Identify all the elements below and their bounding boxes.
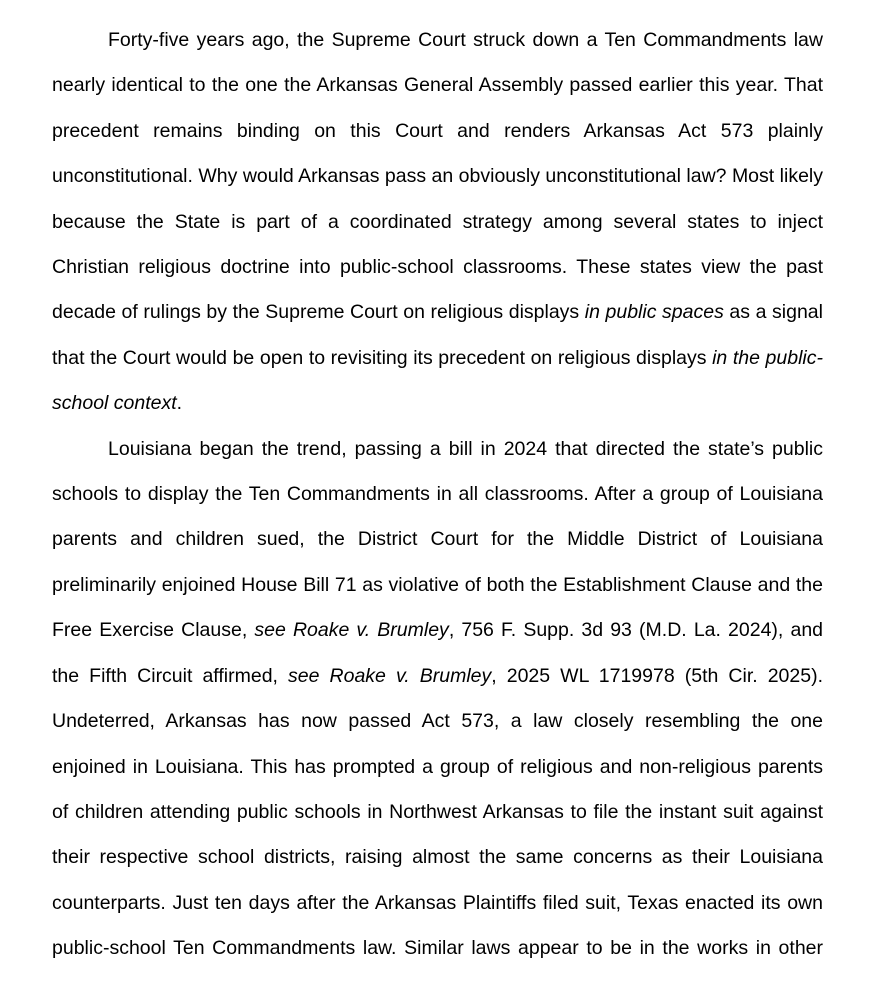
text-run: , 756 F. Supp. 3d 93 (M.D. La. 2024), and the Fifth Circuit affirmed, (52, 619, 824, 687)
text-run: , 2025 WL 1719978 (5th Cir. 2025). Undeterred, Arkansas has now passed Act 573, a law closely resembling the one enjoined in Louisiana. This has prompted a group of religious and non-religious parents of children attending public schools in Northwest Arkansas to file the instant suit against their respective school districts, raising almost the same concerns as their Louisiana counterparts. Just ten days after the Arkansas Plaintiffs filed suit, Texas enacted its own public-school Ten Commandments law. Similar laws appear to be in the works in other (52, 664, 824, 960)
document-body (52, 18, 823, 972)
paragraph (52, 18, 823, 427)
italic-text-run: in the public-school context (52, 346, 823, 415)
text-run: . (176, 392, 183, 415)
text-run: as a signal that the Court would be open to revisiting its precedent on religious displays (52, 301, 823, 369)
text-run: Forty-five years ago, the Supreme Court struck down a Ten Commandments law nearly identical to the one the Arkansas General Assembly passed earlier this year. That precedent remains binding on this Court and renders Arkansas Act 573 plainly unconstitutional. Why would Arkansas pass an obviously unconstitutional law? Most likely because the State is part of a coordinated strategy among several states to inject Christian religious doctrine into public-school classrooms. These states view the past decade of rulings by the Supreme Court on religious displays (52, 29, 823, 324)
text-run: Louisiana began the trend, passing a bill in 2024 that directed the state’s public schools to display the Ten Commandments in all classrooms. After a group of Louisiana parents and children sued, the District Court for the Middle District of Louisiana preliminarily enjoined House Bill 71 as violative of both the Establishment Clause and the Free Exercise Clause, (52, 437, 823, 642)
italic-text-run: see Roake v. Brumley (254, 619, 449, 642)
italic-text-run: in public spaces (584, 301, 724, 324)
italic-text-run: see Roake v. Brumley (288, 664, 492, 687)
paragraph (52, 427, 823, 972)
